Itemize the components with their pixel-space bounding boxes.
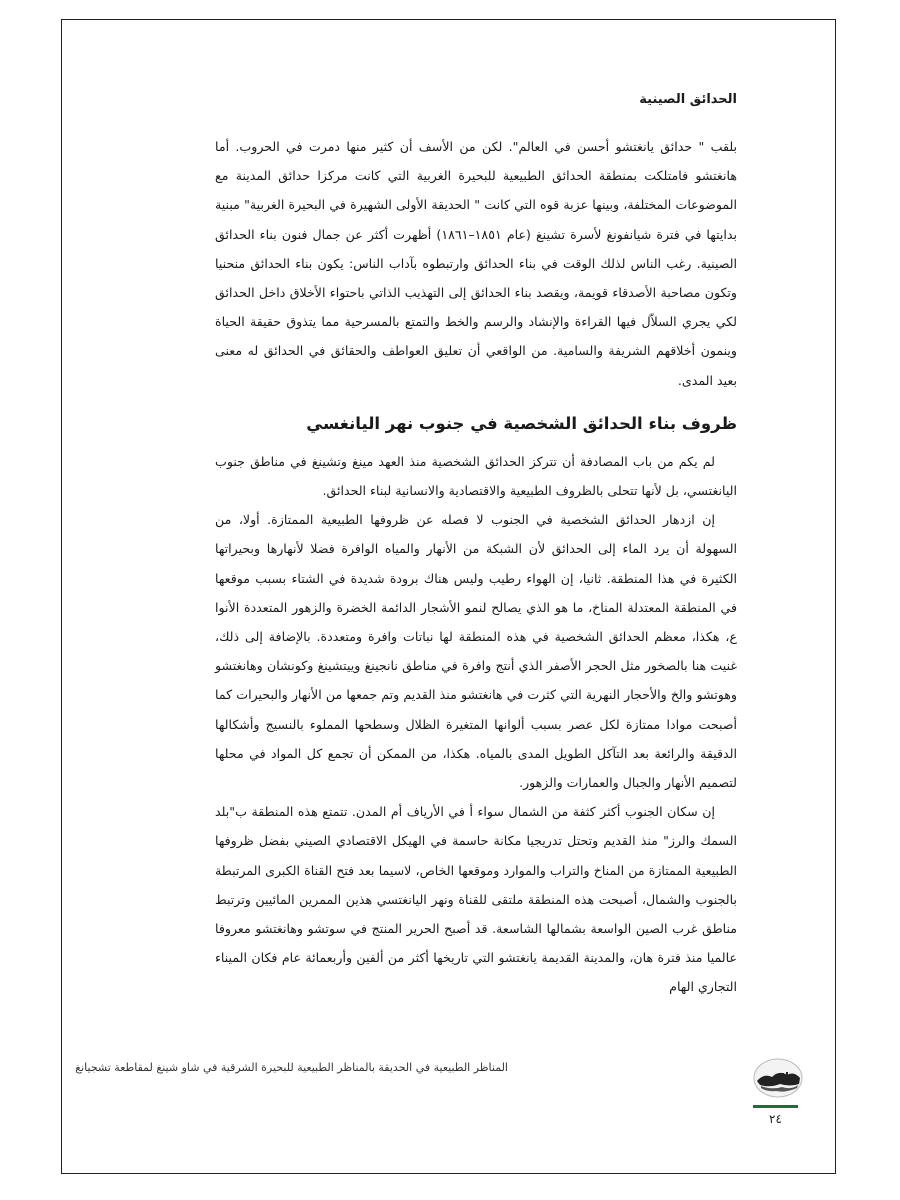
body-text (215, 447, 737, 1002)
paragraph: إن ازدهار الحدائق الشخصية في الجنوب لا فصله عن ظروفها الطبيعية الممتازة. أولا، من السهولة أن يرد الماء إلى الحدائق لأن الشبكة من الأنهار والمياه الوافرة فضلا لأنهارها وبحيراتها الكثيرة في هذا المنطقة. ثانيا، إن الهواء رطيب وليس هناك برودة شديدة في الشتاء بسبب موقعها في المنطقة المعتدلة المناخ، ما هو الذي يصالح لنمو الأشجار الدائمة الخضرة والزهور المتعددة الأنوا ع، هكذا، معظم الحدائق الشخصية في هذه المنطقة لها نباتات وافرة ومتعددة. بالإضافة إلى ذلك، غنيت هنا بالصخور مثل الحجر الأصفر الذي أنتج وافرة في مناطق نانجينغ وييتشينغ وكونشان وهانغتشو وهوتشو والخ والأحجار النهرية التي كثرت في هانغتشو منذ القديم وتم جمعها من الأنهار والبحيرات كما أصبحت موادا ممتازة لكل عصر بسبب ألوانها المتغيرة الظلال وسطحها المملوء بالنسيج وأشكالها الدقيقة والرائعة بعد التآكل الطويل المدى بالمياه. هكذا، من الممكن أن تجمع كل المواد في محلها لتصميم الأنهار والجبال والعمارات والزهور. (215, 512, 737, 791)
running-head: الحدائق الصينية (639, 92, 737, 107)
section-heading: ظروف بناء الحدائق الشخصية في جنوب نهر اليانغسي (306, 413, 737, 433)
paragraph: بلقب " حدائق يانغتشو أحسن في العالم". لكن من الأسف أن كثير منها دمرت في الحروب. أما هانغتشو فامتلكت بمنطقة الحدائق الطبيعية للبحيرة الغربية التي كانت مركزا حدائق المدينة مع الموضوعات المختلفة، وبينها عزبة قوه التي كانت " الحديقة الأولى الشهيرة في البحيرة الغربية" مبنية بدايتها في فترة شيانفونغ لأسرة تشينغ (عام ١٨٥١–١٨٦١) أظهرت أكثر عن جمال فنون بناء الحدائق الصينية. رغب الناس لذلك الوقت في بناء الحدائق وارتبطوه بآداب الناس: يكون بناء الحدائق منحنيا وتكون مصاحبة الأصدقاء قويمة، ويقصد بناء الحدائق إلى التهذيب الذاتي باحتواء الأخلاق داخل الحدائق لكي يجري السلاّل فيها القراءة والإنشاد والرسم والخط والتمتع بالمسرحية مما يتذوق حقيقة الحياة وينمون أخلاقهم الشريفة والسامية. من الواقعي أن تعليق العواطف والحقائق في الحدائق له معنى بعيد المدى. (215, 139, 737, 388)
page-content (215, 90, 737, 1002)
circular-landscape-emblem-icon (752, 1057, 804, 1099)
body-text (215, 132, 737, 395)
paragraph: إن سكان الجنوب أكثر كثفة من الشمال سواء أ في الأرياف أم المدن. تتمتع هذه المنطقة ب"بلد السمك والرز" منذ القديم وتحتل تدريجيا مكانة حاسمة في الهيكل الاقتصادي الصيني بفضل ظروفها الطبيعية الممتازة من المناخ والتراب والموارد وموقعها الخاص، لاسيما بعد فتح القناة الكبرى المرتبطة بالجنوب والشمال، أصبحت هذه المنطقة ملتقى للقناة ونهر اليانغتسي هذين الممرين المائيين وترتبط مناطق غرب الصين الواسعة بشمالها الشاسعة. قد أصبح الحرير المنتج في سوتشو وهانغتشو معروفا عالميا منذ فترة هان، والمدينة القديمة يانغتشو التي تاريخها أكثر من ألفين وأربعمائة عام فكان الميناء التجاري الهام (215, 804, 737, 995)
footer-rule (753, 1105, 798, 1108)
page-number: ٢٤ (769, 1112, 782, 1126)
paragraph: لم يكم من باب المصادفة أن تتركز الحدائق الشخصية منذ العهد مينغ وتشينغ في مناطق جنوب اليانغتسي، بل لأنها تتحلى بالظروف الطبيعية والاقتصادية والانسانية لبناء الحدائق. (215, 453, 737, 499)
figure-caption: المناظر الطبيعية في الحديقة بالمناظر الطبيعية للبحيرة الشرقية في شاو شينغ لمقاطعة تشجيانغ (75, 1061, 508, 1074)
